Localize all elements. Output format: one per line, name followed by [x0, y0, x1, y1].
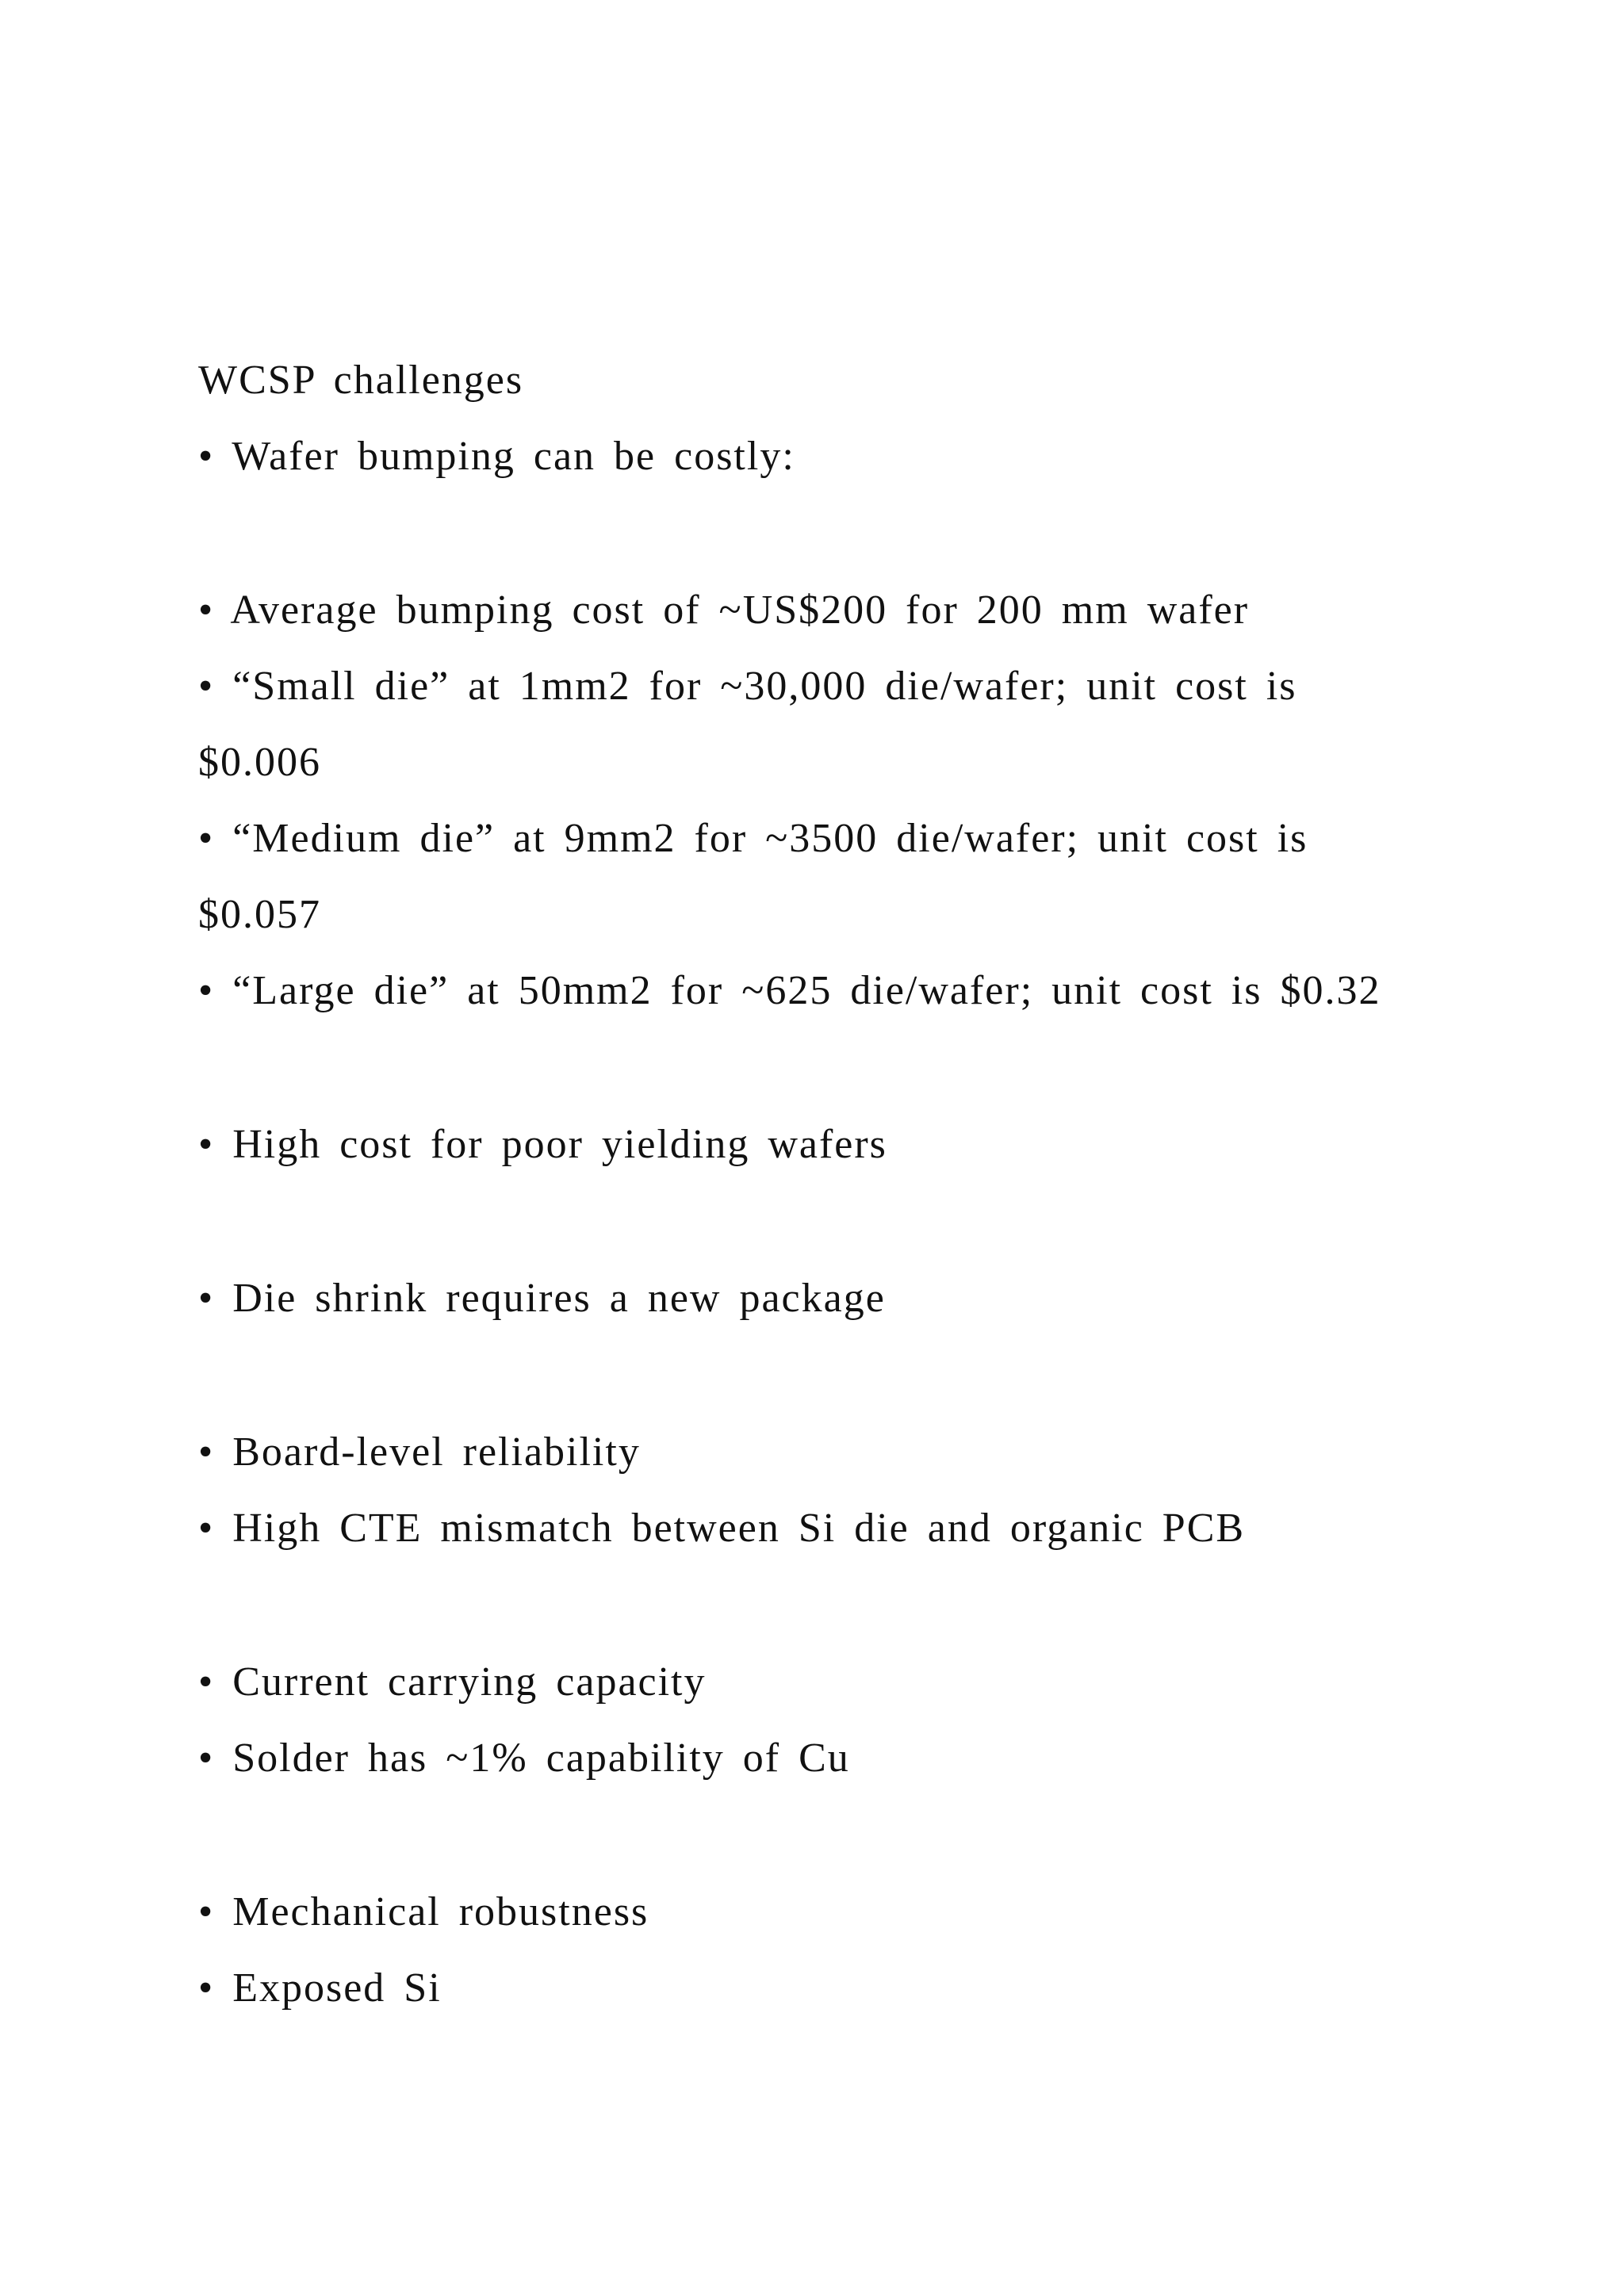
bullet-solder-capability: • Solder has ~1% capability of Cu	[198, 1735, 850, 1781]
bullet-average-bumping-cost: • Average bumping cost of ~US$200 for 200 mm wafer	[198, 587, 1250, 633]
bullet-wafer-bumping: • Wafer bumping can be costly:	[198, 434, 795, 479]
bullet-mechanical-robustness: • Mechanical robustness	[198, 1889, 649, 1934]
bullet-die-shrink: • Die shrink requires a new package	[198, 1276, 886, 1321]
document-title: WCSP challenges	[198, 358, 524, 403]
bullet-board-level-reliability: • Board-level reliability	[198, 1429, 641, 1475]
bullet-cte-mismatch: • High CTE mismatch between Si die and organic PCB	[198, 1506, 1246, 1551]
bullet-exposed-si: • Exposed Si	[198, 1965, 442, 2011]
bullet-medium-die: • “Medium die” at 9mm2 for ~3500 die/wafer; unit cost is	[198, 816, 1308, 861]
bullet-small-die: • “Small die” at 1mm2 for ~30,000 die/wafer; unit cost is	[198, 664, 1297, 709]
bullet-current-capacity: • Current carrying capacity	[198, 1659, 707, 1705]
bullet-medium-die-cost: $0.057	[198, 892, 321, 937]
bullet-small-die-cost: $0.006	[198, 740, 321, 785]
bullet-large-die: • “Large die” at 50mm2 for ~625 die/wafer; unit cost is $0.32	[198, 968, 1381, 1013]
bullet-poor-yielding: • High cost for poor yielding wafers	[198, 1122, 887, 1167]
